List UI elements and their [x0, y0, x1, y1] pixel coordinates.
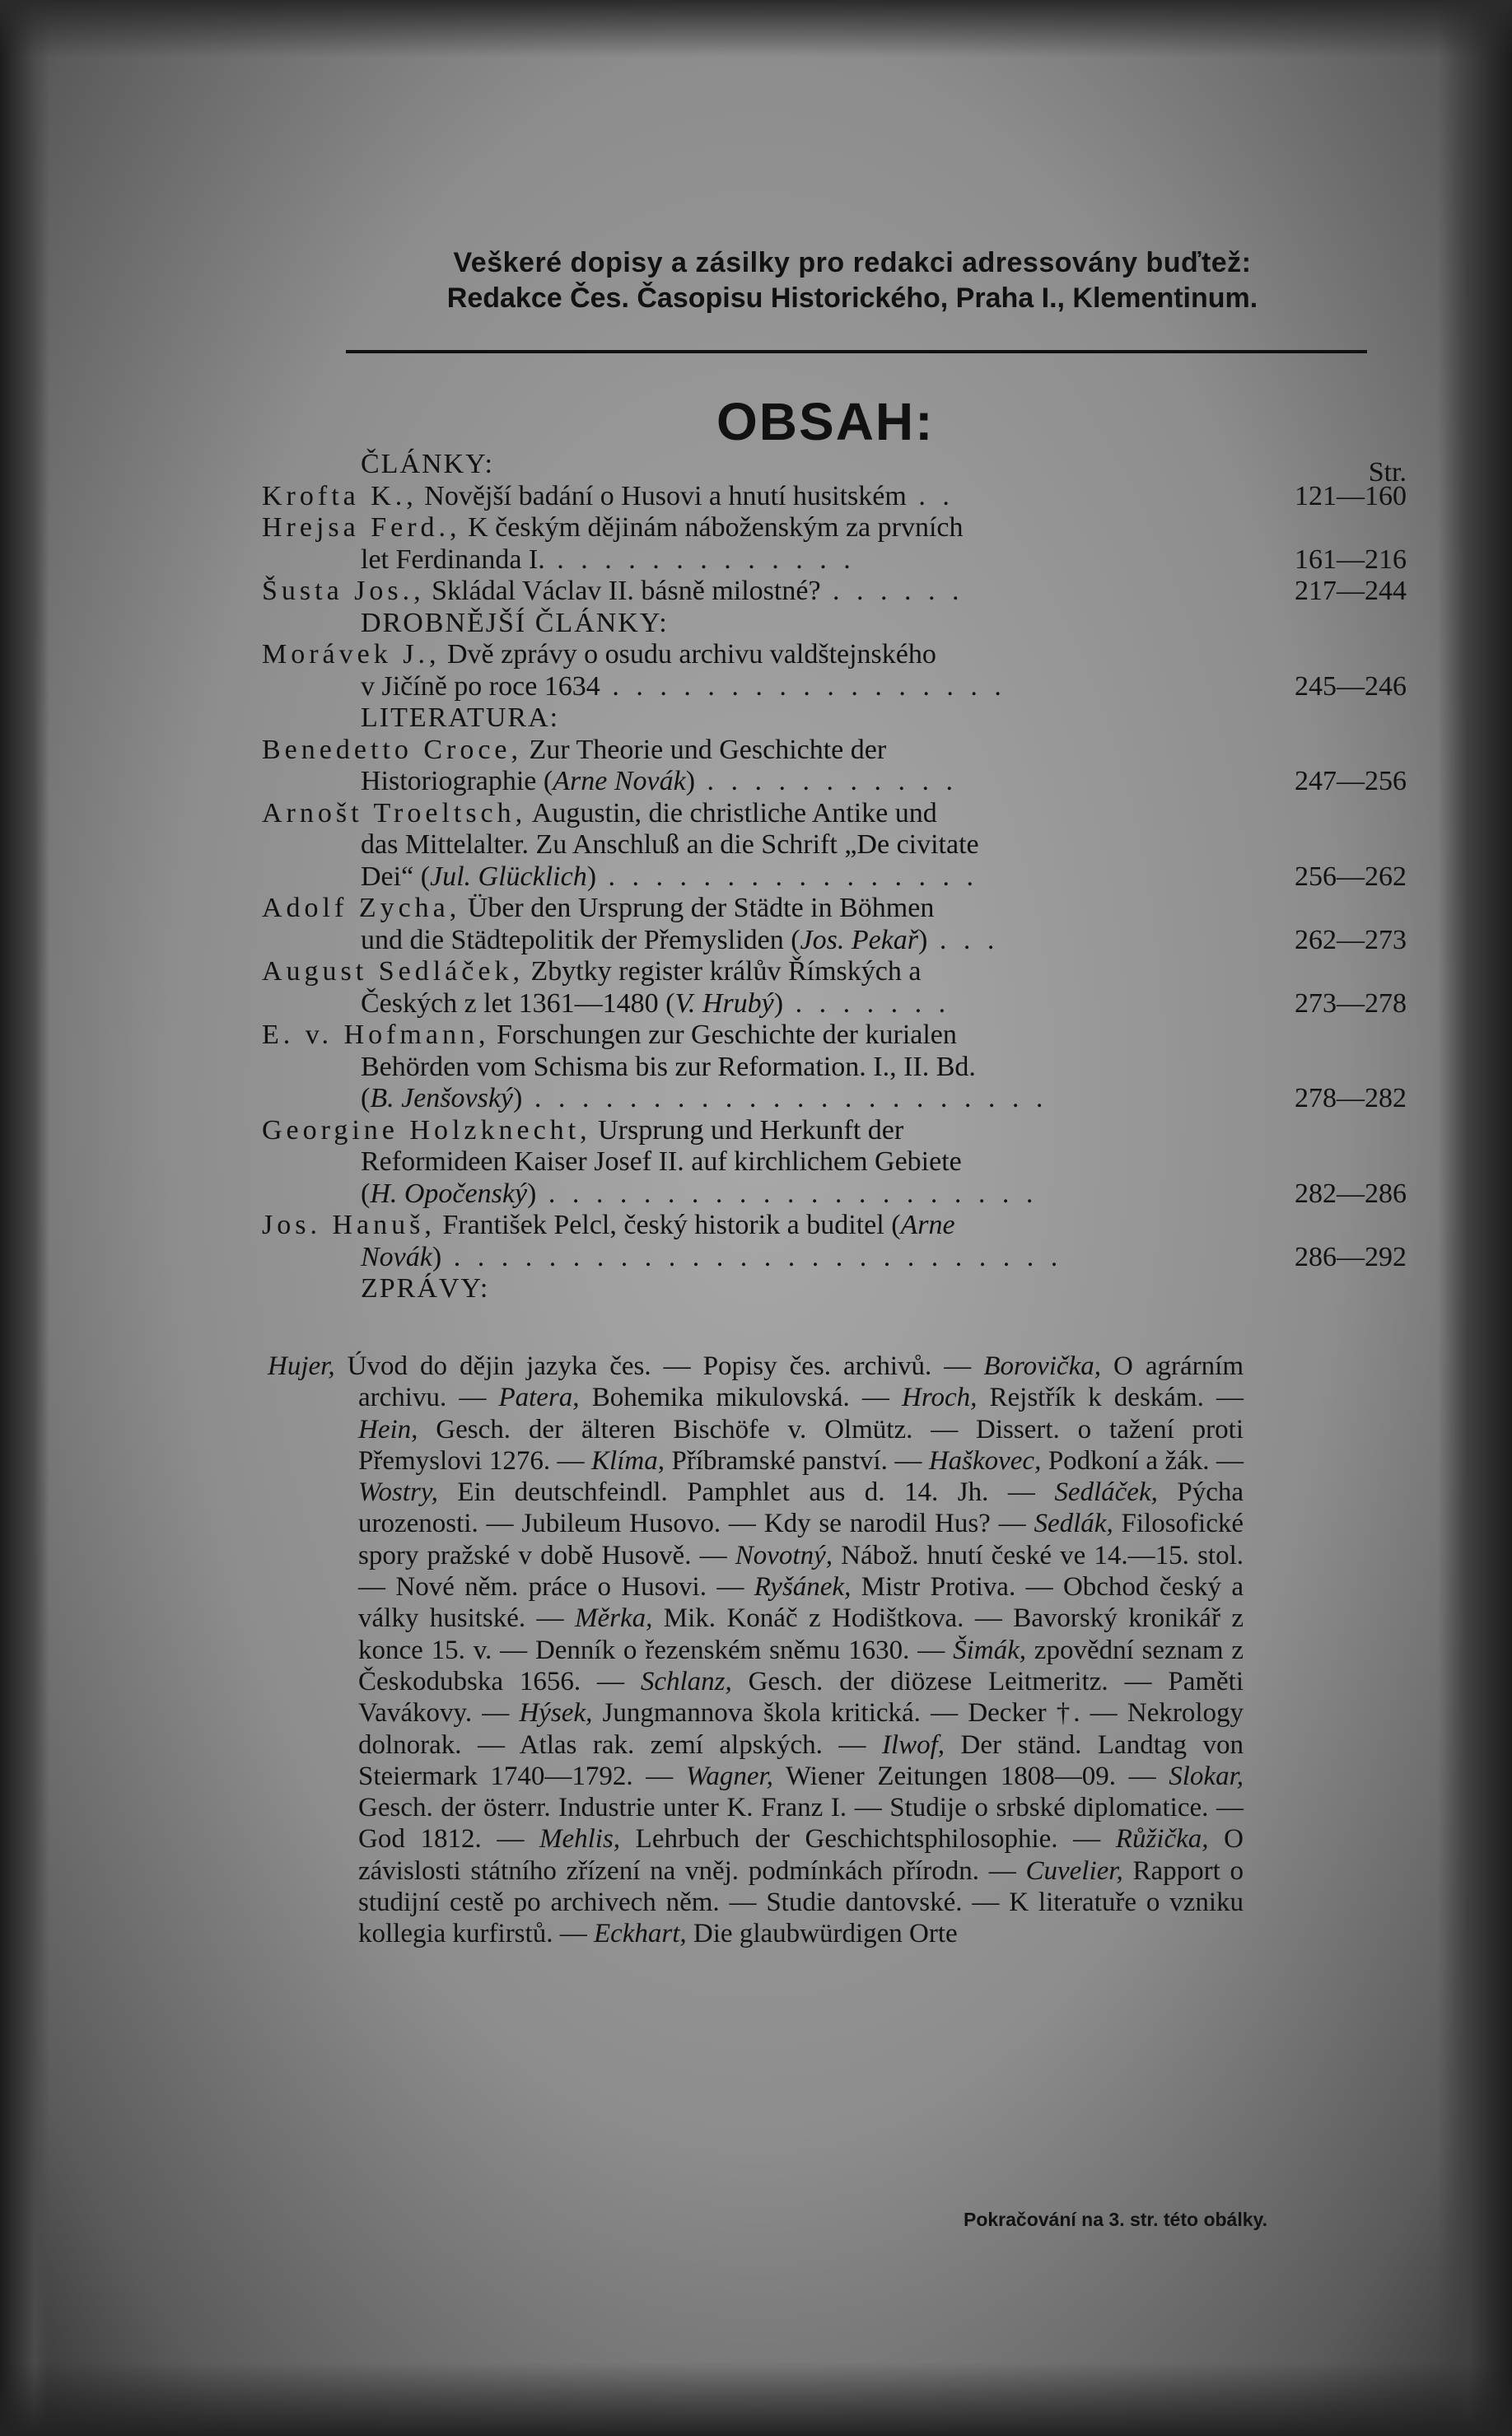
- page-range: 247—256: [1295, 766, 1407, 796]
- toc-entry-sedlacek: August Sedláček, Zbytky register králův Římských a Českých z let 1361—1480 (V. Hrubý) . . . . . . . 273—278: [262, 956, 1407, 1019]
- news-item-text: Rapport o studijní cestě po archivech něm. — Studie dantovské. — K literatuře o vzniku kollegia kurfirstů. —: [358, 1855, 1244, 1949]
- news-item-text: Wiener Zeitungen 1808—09. —: [772, 1761, 1169, 1791]
- news-author: Haškovec,: [928, 1445, 1042, 1476]
- toc-entry-holzknecht: Georgine Holzknecht, Ursprung und Herkunft der Reformideen Kaiser Josef II. auf kirchlichem Gebiete (H. Opočenský) . . . . . . . . . . . . . . . . . . . . . 282—286: [262, 1114, 1407, 1209]
- news-author: Sedlák,: [1034, 1509, 1113, 1539]
- news-author: Slokar,: [1169, 1761, 1244, 1791]
- scan-edge-top: [0, 0, 1512, 58]
- header-rule: [346, 350, 1367, 353]
- address-header: [379, 247, 1326, 315]
- news-item-text: Pýcha urozenosti. — Jubileum Husovo. — Kdy se narodil Hus? —: [358, 1477, 1244, 1539]
- page-title: OBSAH:: [716, 392, 935, 451]
- news-author: Schlanz,: [640, 1666, 732, 1696]
- news-author: Mehlis,: [539, 1824, 621, 1855]
- news-author: Hujer,: [268, 1351, 335, 1381]
- toc-entry-hofmann: E. v. Hofmann, Forschungen zur Geschichte der kurialen Behörden vom Schisma bis zur Reformation. I., II. Bd. (B. Jenšovský) . . . . . . . . . . . . . . . . . . . . . . 278—282: [262, 1020, 1407, 1113]
- news-author: Klíma,: [591, 1445, 665, 1476]
- news-item-text: Mistr Protiva. — Obchod český a války husitské. —: [358, 1572, 1244, 1634]
- news-author: Ryšánek,: [754, 1572, 852, 1603]
- news-item-text: Nábož. hnutí české ve 14.—15. stol. — Nové něm. práce o Husovi. —: [358, 1540, 1244, 1603]
- news-author: Ilwof,: [881, 1729, 945, 1760]
- news-author: Hroch,: [902, 1383, 978, 1413]
- toc-entry-troeltsch: Arnošt Troeltsch, Augustin, die christliche Antike und das Mittelalter. Zu Anschluß an die Schrift „De civitate Dei“ (Jul. Glücklich) . . . . . . . . . . . . . . . . 256—262: [262, 797, 1407, 892]
- page-column-label: Str.: [1368, 457, 1407, 488]
- news-item-text: Rejstřík k deskám. —: [977, 1383, 1244, 1413]
- page-range: 161—216: [1295, 544, 1407, 575]
- section-zpravy: ZPRÁVY:: [361, 1273, 490, 1304]
- page-range: 278—282: [1295, 1083, 1407, 1113]
- news-text: [268, 1351, 1244, 1950]
- page-range: 217—244: [1295, 576, 1407, 606]
- address-line-1: Veškeré dopisy a zásilky pro redakci adressovány buďtež:: [453, 247, 1252, 278]
- news-author: Hýsek,: [519, 1698, 593, 1729]
- news-item-text: zpovědní seznam z Českodubska 1656. —: [358, 1635, 1244, 1696]
- address-line-2: Redakce Čes. Časopisu Historického, Praha I., Klementinum.: [446, 282, 1258, 314]
- news-author: Měrka,: [574, 1603, 653, 1634]
- scan-edge-right: [1438, 0, 1512, 2436]
- news-item-text: Filosofické spory pražské v době Husově. —: [358, 1509, 1244, 1570]
- news-item-text: Ein deutschfeindl. Pamphlet aus d. 14. Jh. —: [437, 1477, 1055, 1508]
- news-item-text: Lehrbuch der Geschichtsphilosophie. —: [620, 1824, 1116, 1855]
- news-author: Šimák,: [953, 1635, 1026, 1665]
- news-author: Růžička,: [1115, 1824, 1209, 1855]
- news-author: Patera,: [498, 1383, 580, 1413]
- news-item-text: Gesch. der österr. Industrie unter K. Franz I. — Studije o srbské diplomatice. — God 1812. —: [358, 1793, 1244, 1855]
- page-range: 245—246: [1295, 670, 1407, 702]
- scan-edge-left: [0, 0, 49, 2436]
- news-author: Cuvelier,: [1025, 1855, 1123, 1886]
- news-item-text: Příbramské panství. —: [664, 1445, 929, 1476]
- news-author: Novotný,: [735, 1540, 833, 1570]
- news-author: Borovička,: [983, 1351, 1101, 1381]
- news-paragraph: [268, 1351, 1244, 1950]
- news-author: Wagner,: [685, 1761, 773, 1791]
- news-item-text: Jungmannova škola kritická. — Decker †. — Nekrology dolnorak. — Atlas rak. zemí alpských. —: [358, 1698, 1244, 1760]
- page-range: 256—262: [1295, 861, 1407, 892]
- toc-entry-hanus: Jos. Hanuš, František Pelcl, český historik a buditel (Arne Novák) . . . . . . . . . . . . . . . . . . . . . . . . . . 286—292: [262, 1210, 1407, 1272]
- section-drobnejsi: DROBNĚJŠÍ ČLÁNKY:: [361, 607, 669, 638]
- toc-entry-zycha: Adolf Zycha, Über den Ursprung der Städte in Böhmen und die Städtepolitik der Přemysliden (Jos. Pekař) . . . 262—273: [262, 893, 1407, 955]
- toc-entry-hrejsa: Hrejsa Ferd., K českým dějinám náboženským za prvních let Ferdinanda I. . . . . . . . . . . . . . 161—216: [262, 512, 1407, 575]
- page-range: 286—292: [1295, 1241, 1407, 1272]
- news-author: Hein,: [358, 1414, 418, 1444]
- news-item-text: Úvod do dějin jazyka čes. — Popisy čes. archivů. —: [334, 1351, 984, 1381]
- section-clanky: ČLÁNKY:: [361, 449, 494, 479]
- page-range: 121—160: [1295, 480, 1407, 511]
- news-item-text: O závislosti státního zřízení na vněj. podmínkách přírodn. —: [358, 1824, 1244, 1886]
- section-literatura: LITERATURA:: [361, 702, 560, 733]
- toc-entry-moravek: Morávek J., Dvě zprávy o osudu archivu valdštejnského v Jičíně po roce 1634 . . . . . . . . . . . . . . . . . 245—246: [262, 639, 1407, 702]
- news-item-text: Der ständ. Landtag von Steiermark 1740—1792. —: [358, 1729, 1244, 1791]
- news-author: Sedláček,: [1054, 1477, 1158, 1508]
- continuation-note: Pokračování na 3. str. této obálky.: [964, 2209, 1267, 2230]
- toc-entry-krofta: Krofta K., Novější badání o Husovi a hnutí husitském . . 121—160: [262, 480, 1407, 511]
- page-range: 273—278: [1295, 987, 1407, 1019]
- toc-entry-susta: Šusta Jos., Skládal Václav II. básně milostné? . . . . . . 217—244: [262, 576, 1407, 606]
- page-range: 262—273: [1295, 924, 1407, 955]
- news-item-text: Gesch. der älteren Bischöfe v. Olmütz. — Dissert. o tažení proti Přemyslovi 1276. —: [358, 1414, 1244, 1476]
- news-item-text: Bohemika mikulovská. —: [579, 1383, 903, 1413]
- page-range: 282—286: [1295, 1178, 1407, 1209]
- news-item-text: Mik. Konáč z Hodištkova. — Bavorský kronikář z konce 15. v. — Denník o řezenském sněmu 1630. —: [358, 1603, 1244, 1665]
- news-item-text: Die glaubwürdigen Orte: [686, 1919, 958, 1949]
- news-author: Wostry,: [358, 1477, 438, 1508]
- news-item-text: Gesch. der diözese Leitmeritz. — Paměti Vavákovy. —: [358, 1666, 1244, 1729]
- news-item-text: Podkoní a žák. —: [1041, 1445, 1244, 1476]
- toc-entry-croce: Benedetto Croce, Zur Theorie und Geschichte der Historiographie (Arne Novák) . . . . . . . . . . . 247—256: [262, 734, 1407, 796]
- table-of-contents: [262, 449, 1415, 1305]
- scan-edge-bottom: [0, 2362, 1512, 2436]
- news-author: Eckhart,: [593, 1919, 687, 1949]
- news-item-text: O agrárním archivu. —: [358, 1351, 1244, 1413]
